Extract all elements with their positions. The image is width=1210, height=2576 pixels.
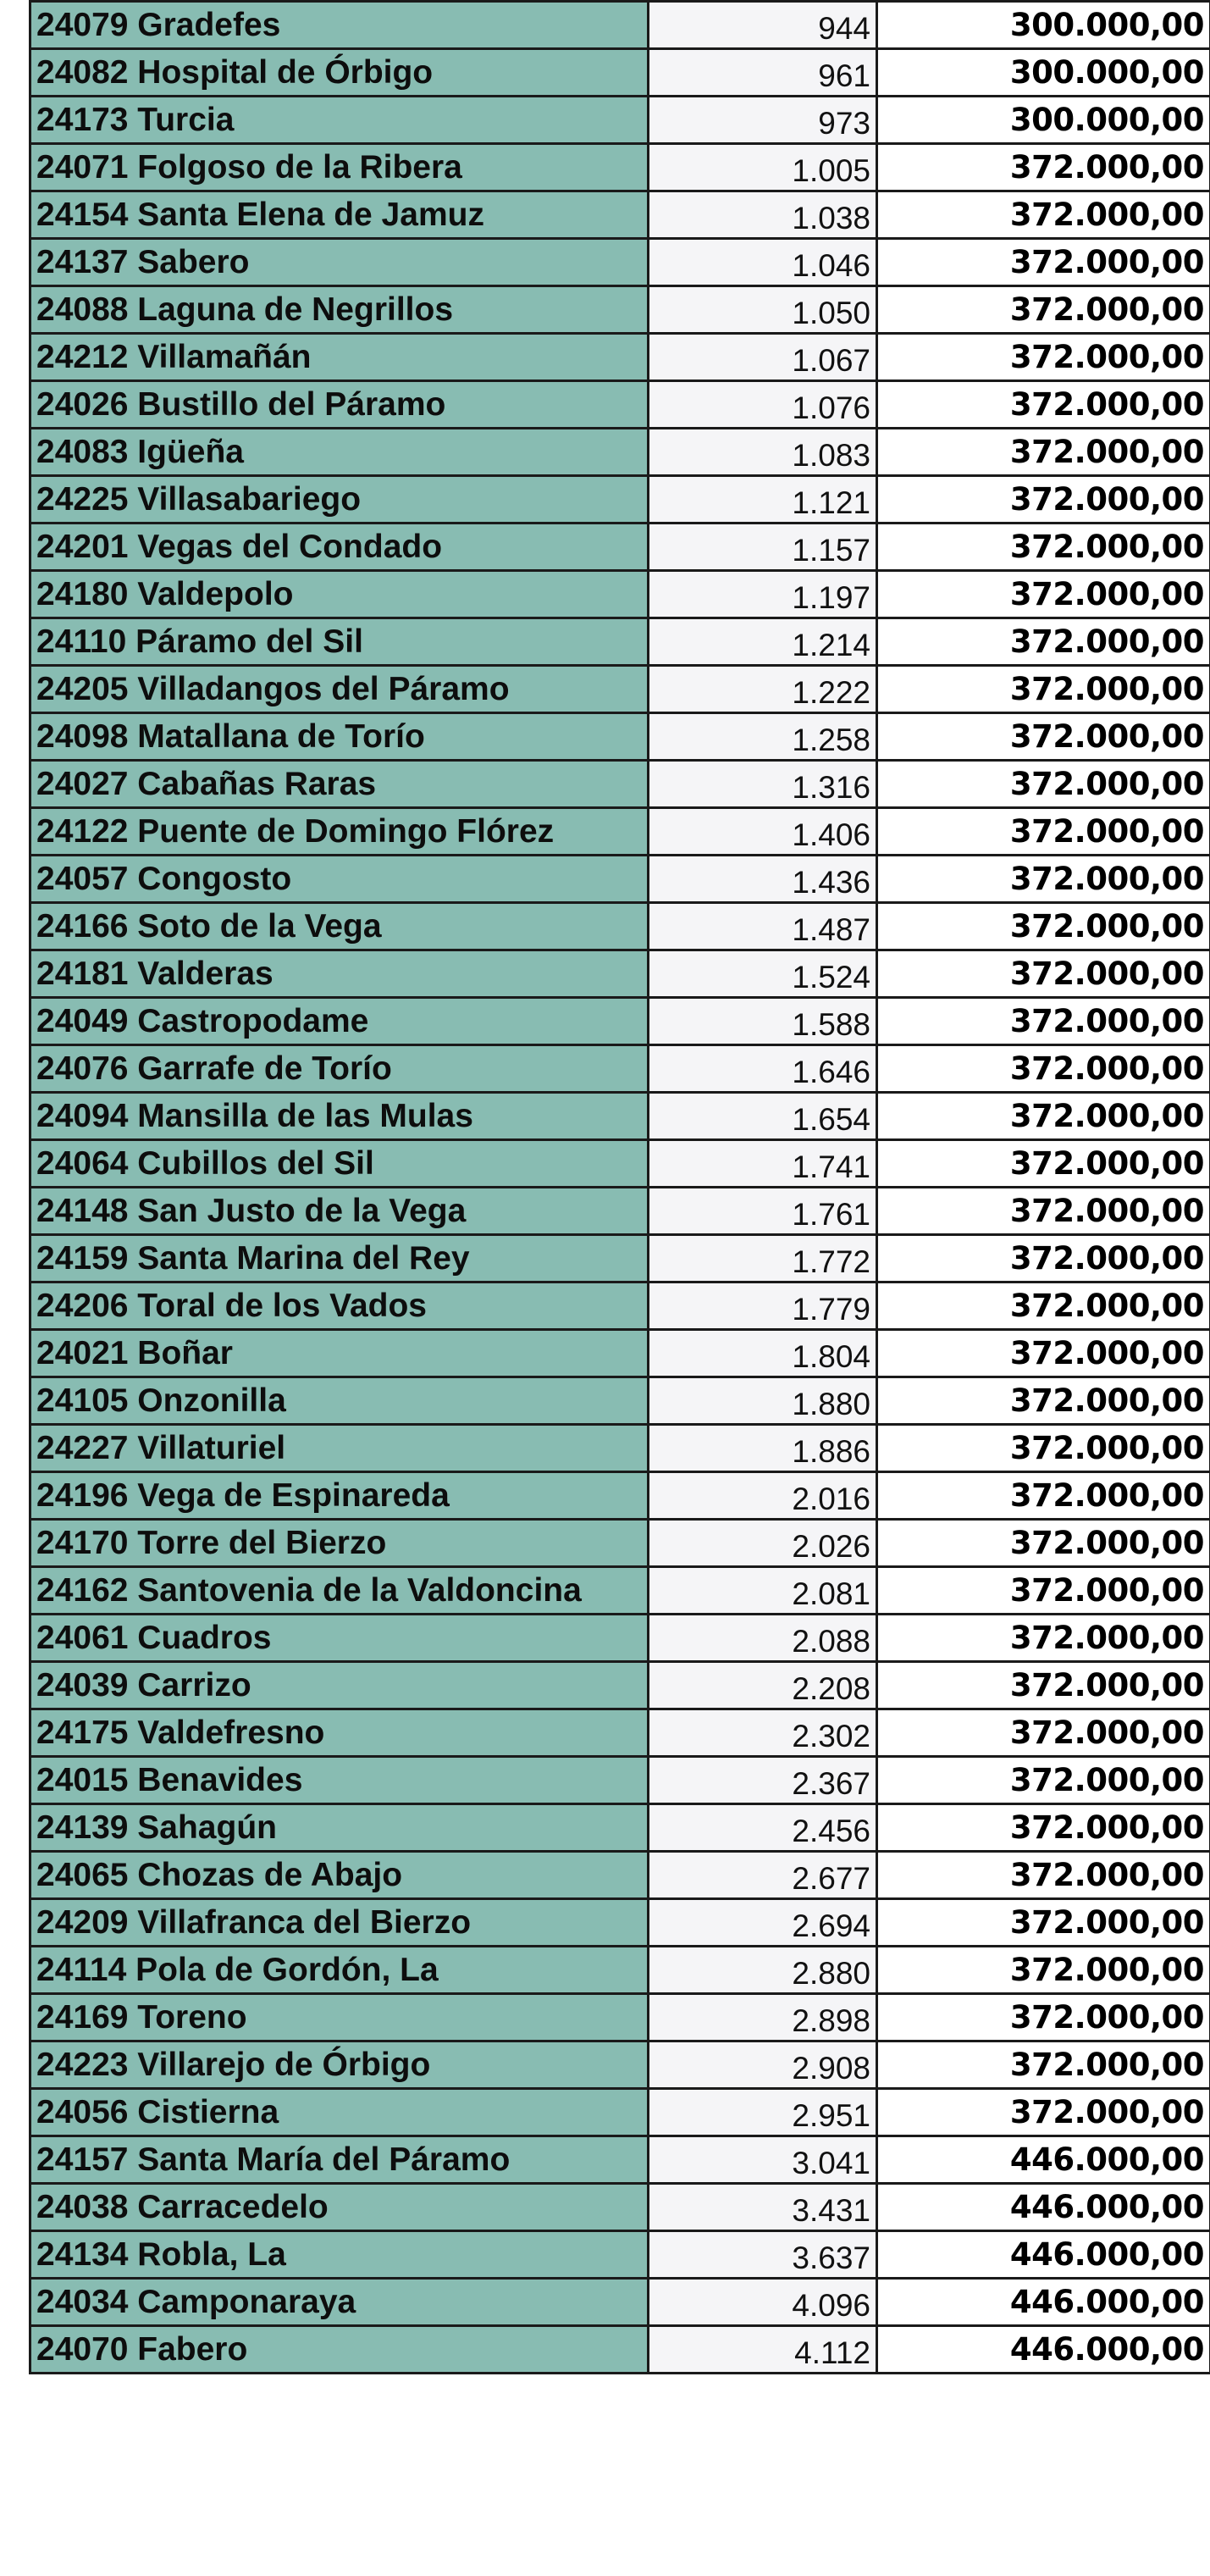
table-row [30, 1994, 1210, 2041]
table-row [30, 618, 1210, 666]
table-row [30, 713, 1210, 761]
amount-cell: 372.000,00 [877, 2089, 1210, 2136]
amount-cell: 372.000,00 [877, 381, 1210, 429]
amount-cell: 446.000,00 [877, 2231, 1210, 2279]
amount-cell: 372.000,00 [877, 476, 1210, 524]
municipality-cell: 24039 Carrizo [30, 1662, 649, 1709]
amount-cell: 372.000,00 [877, 1567, 1210, 1615]
municipality-cell: 24083 Igüeña [30, 429, 649, 476]
table-row [30, 1757, 1210, 1804]
municipality-cell: 24079 Gradefes [30, 2, 649, 49]
population-cell: 3.637 [649, 2231, 877, 2279]
table-row [30, 1330, 1210, 1377]
municipality-cell: 24180 Valdepolo [30, 571, 649, 618]
municipality-cell: 24154 Santa Elena de Jamuz [30, 191, 649, 239]
municipality-cell: 24064 Cubillos del Sil [30, 1140, 649, 1188]
table-row [30, 1947, 1210, 1994]
population-cell: 1.880 [649, 1377, 877, 1425]
population-cell: 2.898 [649, 1994, 877, 2041]
population-cell: 1.741 [649, 1140, 877, 1188]
amount-cell: 372.000,00 [877, 713, 1210, 761]
table-row [30, 2089, 1210, 2136]
table-row [30, 571, 1210, 618]
table-row [30, 1472, 1210, 1520]
municipality-cell: 24015 Benavides [30, 1757, 649, 1804]
population-cell: 2.026 [649, 1520, 877, 1567]
amount-cell: 372.000,00 [877, 1804, 1210, 1852]
amount-cell: 372.000,00 [877, 1045, 1210, 1093]
population-cell: 1.121 [649, 476, 877, 524]
table-row [30, 1377, 1210, 1425]
municipality-cell: 24170 Torre del Bierzo [30, 1520, 649, 1567]
municipality-cell: 24082 Hospital de Órbigo [30, 49, 649, 97]
amount-cell: 446.000,00 [877, 2326, 1210, 2374]
amount-cell: 372.000,00 [877, 1757, 1210, 1804]
population-cell: 1.083 [649, 429, 877, 476]
municipality-cell: 24139 Sahagún [30, 1804, 649, 1852]
municipality-cell: 24175 Valdefresno [30, 1709, 649, 1757]
population-cell: 1.804 [649, 1330, 877, 1377]
table-row [30, 1282, 1210, 1330]
table-row [30, 524, 1210, 571]
municipality-cell: 24166 Soto de la Vega [30, 903, 649, 950]
table-row [30, 950, 1210, 998]
amount-cell: 372.000,00 [877, 903, 1210, 950]
table-row [30, 1804, 1210, 1852]
amount-cell: 372.000,00 [877, 1520, 1210, 1567]
population-cell: 3.041 [649, 2136, 877, 2184]
municipality-cell: 24049 Castropodame [30, 998, 649, 1045]
municipality-cell: 24065 Chozas de Abajo [30, 1852, 649, 1899]
population-cell: 944 [649, 2, 877, 49]
amount-cell: 300.000,00 [877, 49, 1210, 97]
amount-cell: 372.000,00 [877, 1852, 1210, 1899]
municipality-cell: 24173 Turcia [30, 97, 649, 144]
population-cell: 1.076 [649, 381, 877, 429]
table-row [30, 1567, 1210, 1615]
amount-cell: 372.000,00 [877, 1709, 1210, 1757]
municipality-cell: 24137 Sabero [30, 239, 649, 286]
amount-cell: 446.000,00 [877, 2136, 1210, 2184]
population-cell: 4.096 [649, 2279, 877, 2326]
amount-cell: 372.000,00 [877, 1615, 1210, 1662]
amount-cell: 372.000,00 [877, 571, 1210, 618]
table-row [30, 334, 1210, 381]
table-row [30, 1709, 1210, 1757]
population-cell: 2.694 [649, 1899, 877, 1947]
population-cell: 1.779 [649, 1282, 877, 1330]
population-cell: 2.951 [649, 2089, 877, 2136]
municipality-cell: 24098 Matallana de Torío [30, 713, 649, 761]
table-row [30, 1093, 1210, 1140]
population-cell: 2.880 [649, 1947, 877, 1994]
table-row [30, 1615, 1210, 1662]
municipality-cell: 24134 Robla, La [30, 2231, 649, 2279]
table-row [30, 2326, 1210, 2374]
population-cell: 2.908 [649, 2041, 877, 2089]
municipality-cell: 24094 Mansilla de las Mulas [30, 1093, 649, 1140]
population-cell: 1.524 [649, 950, 877, 998]
population-cell: 2.456 [649, 1804, 877, 1852]
table-row [30, 808, 1210, 856]
municipality-cell: 24061 Cuadros [30, 1615, 649, 1662]
municipality-table [29, 0, 1210, 2374]
amount-cell: 372.000,00 [877, 1330, 1210, 1377]
municipality-cell: 24034 Camponaraya [30, 2279, 649, 2326]
table-row [30, 903, 1210, 950]
amount-cell: 300.000,00 [877, 97, 1210, 144]
amount-cell: 372.000,00 [877, 1994, 1210, 2041]
table-row [30, 1235, 1210, 1282]
municipality-cell: 24038 Carracedelo [30, 2184, 649, 2231]
table-row [30, 1188, 1210, 1235]
amount-cell: 300.000,00 [877, 2, 1210, 49]
population-cell: 1.772 [649, 1235, 877, 1282]
table-row [30, 666, 1210, 713]
amount-cell: 446.000,00 [877, 2184, 1210, 2231]
population-cell: 973 [649, 97, 877, 144]
municipality-cell: 24159 Santa Marina del Rey [30, 1235, 649, 1282]
municipality-cell: 24196 Vega de Espinareda [30, 1472, 649, 1520]
population-cell: 4.112 [649, 2326, 877, 2374]
amount-cell: 372.000,00 [877, 2041, 1210, 2089]
population-cell: 1.436 [649, 856, 877, 903]
table-row [30, 2184, 1210, 2231]
municipality-cell: 24027 Cabañas Raras [30, 761, 649, 808]
municipality-cell: 24205 Villadangos del Páramo [30, 666, 649, 713]
population-cell: 1.316 [649, 761, 877, 808]
population-cell: 1.067 [649, 334, 877, 381]
table-row [30, 97, 1210, 144]
population-cell: 1.646 [649, 1045, 877, 1093]
population-cell: 1.050 [649, 286, 877, 334]
table-row [30, 2279, 1210, 2326]
amount-cell: 372.000,00 [877, 239, 1210, 286]
table-row [30, 476, 1210, 524]
municipality-cell: 24071 Folgoso de la Ribera [30, 144, 649, 191]
population-cell: 2.208 [649, 1662, 877, 1709]
population-cell: 961 [649, 49, 877, 97]
population-cell: 1.487 [649, 903, 877, 950]
municipality-cell: 24169 Toreno [30, 1994, 649, 2041]
amount-cell: 446.000,00 [877, 2279, 1210, 2326]
population-cell: 1.654 [649, 1093, 877, 1140]
population-cell: 1.406 [649, 808, 877, 856]
amount-cell: 372.000,00 [877, 666, 1210, 713]
amount-cell: 372.000,00 [877, 524, 1210, 571]
table-row [30, 1140, 1210, 1188]
municipality-cell: 24223 Villarejo de Órbigo [30, 2041, 649, 2089]
municipality-cell: 24088 Laguna de Negrillos [30, 286, 649, 334]
municipality-cell: 24105 Onzonilla [30, 1377, 649, 1425]
table-row [30, 239, 1210, 286]
amount-cell: 372.000,00 [877, 1425, 1210, 1472]
municipality-cell: 24076 Garrafe de Torío [30, 1045, 649, 1093]
population-cell: 1.005 [649, 144, 877, 191]
amount-cell: 372.000,00 [877, 1188, 1210, 1235]
population-cell: 2.088 [649, 1615, 877, 1662]
municipality-cell: 24201 Vegas del Condado [30, 524, 649, 571]
municipality-cell: 24148 San Justo de la Vega [30, 1188, 649, 1235]
table-row [30, 286, 1210, 334]
municipality-cell: 24122 Puente de Domingo Flórez [30, 808, 649, 856]
municipality-cell: 24057 Congosto [30, 856, 649, 903]
municipality-cell: 24227 Villaturiel [30, 1425, 649, 1472]
municipality-cell: 24021 Boñar [30, 1330, 649, 1377]
table-body [30, 2, 1210, 2374]
amount-cell: 372.000,00 [877, 998, 1210, 1045]
municipality-cell: 24114 Pola de Gordón, La [30, 1947, 649, 1994]
population-cell: 1.258 [649, 713, 877, 761]
table-row [30, 2231, 1210, 2279]
table-row [30, 1045, 1210, 1093]
municipality-cell: 24070 Fabero [30, 2326, 649, 2374]
table-row [30, 2136, 1210, 2184]
municipality-cell: 24225 Villasabariego [30, 476, 649, 524]
municipality-cell: 24209 Villafranca del Bierzo [30, 1899, 649, 1947]
table-row [30, 1852, 1210, 1899]
municipality-cell: 24110 Páramo del Sil [30, 618, 649, 666]
amount-cell: 372.000,00 [877, 856, 1210, 903]
table-row [30, 381, 1210, 429]
table-row [30, 49, 1210, 97]
amount-cell: 372.000,00 [877, 1282, 1210, 1330]
population-cell: 2.016 [649, 1472, 877, 1520]
amount-cell: 372.000,00 [877, 429, 1210, 476]
municipality-cell: 24181 Valderas [30, 950, 649, 998]
amount-cell: 372.000,00 [877, 808, 1210, 856]
population-cell: 2.302 [649, 1709, 877, 1757]
population-cell: 3.431 [649, 2184, 877, 2231]
amount-cell: 372.000,00 [877, 1899, 1210, 1947]
amount-cell: 372.000,00 [877, 1377, 1210, 1425]
table-row [30, 191, 1210, 239]
amount-cell: 372.000,00 [877, 286, 1210, 334]
municipality-cell: 24026 Bustillo del Páramo [30, 381, 649, 429]
population-cell: 1.886 [649, 1425, 877, 1472]
table-row [30, 1425, 1210, 1472]
population-cell: 1.157 [649, 524, 877, 571]
population-cell: 1.046 [649, 239, 877, 286]
table-row [30, 998, 1210, 1045]
table-row [30, 2, 1210, 49]
amount-cell: 372.000,00 [877, 144, 1210, 191]
population-cell: 1.197 [649, 571, 877, 618]
amount-cell: 372.000,00 [877, 1140, 1210, 1188]
municipality-cell: 24056 Cistierna [30, 2089, 649, 2136]
table-row [30, 1899, 1210, 1947]
amount-cell: 372.000,00 [877, 950, 1210, 998]
population-cell: 1.222 [649, 666, 877, 713]
amount-cell: 372.000,00 [877, 334, 1210, 381]
population-cell: 2.677 [649, 1852, 877, 1899]
population-cell: 2.081 [649, 1567, 877, 1615]
table-row [30, 856, 1210, 903]
municipality-cell: 24206 Toral de los Vados [30, 1282, 649, 1330]
table-row [30, 761, 1210, 808]
amount-cell: 372.000,00 [877, 1235, 1210, 1282]
amount-cell: 372.000,00 [877, 191, 1210, 239]
municipality-cell: 24157 Santa María del Páramo [30, 2136, 649, 2184]
table-row [30, 429, 1210, 476]
population-cell: 1.038 [649, 191, 877, 239]
table-row [30, 1662, 1210, 1709]
amount-cell: 372.000,00 [877, 761, 1210, 808]
population-cell: 1.761 [649, 1188, 877, 1235]
population-cell: 2.367 [649, 1757, 877, 1804]
amount-cell: 372.000,00 [877, 1662, 1210, 1709]
amount-cell: 372.000,00 [877, 618, 1210, 666]
municipality-cell: 24162 Santovenia de la Valdoncina [30, 1567, 649, 1615]
municipality-cell: 24212 Villamañán [30, 334, 649, 381]
amount-cell: 372.000,00 [877, 1947, 1210, 1994]
population-cell: 1.588 [649, 998, 877, 1045]
table-row [30, 2041, 1210, 2089]
table-row [30, 144, 1210, 191]
population-cell: 1.214 [649, 618, 877, 666]
table-row [30, 1520, 1210, 1567]
amount-cell: 372.000,00 [877, 1093, 1210, 1140]
amount-cell: 372.000,00 [877, 1472, 1210, 1520]
